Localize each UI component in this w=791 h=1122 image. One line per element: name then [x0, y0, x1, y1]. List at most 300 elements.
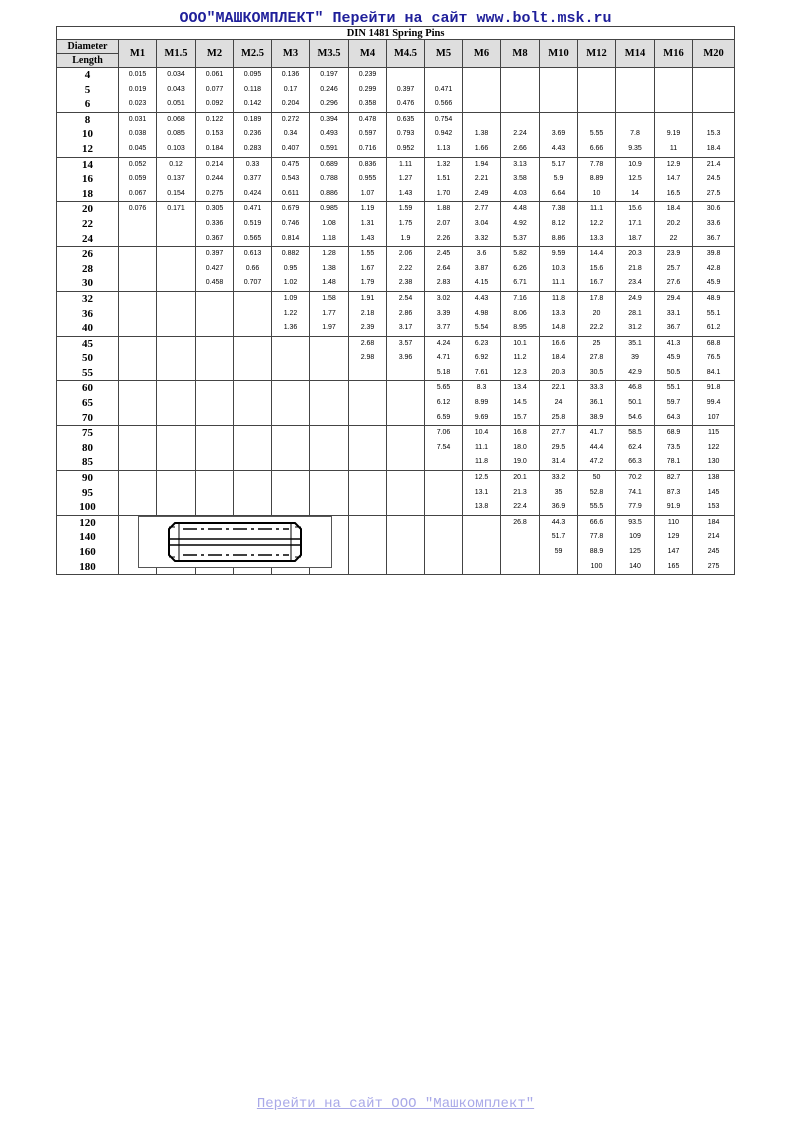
- weight-value: 64.3: [666, 413, 681, 421]
- value-cell: [157, 112, 196, 157]
- weight-value: 2.22: [398, 264, 413, 272]
- value-cell: [501, 157, 540, 202]
- weight-value: 1.51: [436, 175, 451, 183]
- weight-value: 0.244: [205, 175, 224, 183]
- column-header-m3: M3: [272, 40, 310, 68]
- weight-value: [119, 321, 156, 336]
- weight-value: 0.407: [281, 144, 300, 152]
- weight-value: 9.69: [474, 413, 489, 421]
- weight-value: 55.1: [666, 384, 681, 392]
- weight-value: 214: [707, 533, 720, 541]
- value-cell: [234, 291, 272, 336]
- weight-value: [157, 247, 195, 262]
- weight-value: [463, 83, 500, 98]
- value-cell: [693, 291, 735, 336]
- weight-value: 0.814: [281, 234, 300, 242]
- weight-value: 33.3: [589, 384, 604, 392]
- weight-value: [196, 441, 233, 456]
- weight-value: 0.952: [396, 144, 415, 152]
- value-cell: [234, 68, 272, 113]
- weight-value: 9.59: [551, 250, 566, 258]
- spring-pin-icon: [139, 517, 331, 567]
- table-row: [57, 471, 735, 516]
- weight-value: 74.1: [628, 488, 642, 496]
- weight-value: 0.394: [320, 115, 338, 123]
- weight-value: 2.77: [474, 205, 489, 213]
- weight-value: [349, 471, 386, 486]
- weight-value: [501, 68, 539, 83]
- value-cell: [425, 426, 463, 471]
- weight-value: 0.236: [243, 130, 262, 138]
- weight-value: [387, 68, 424, 83]
- weight-value: 1.79: [360, 279, 375, 287]
- weight-value: [501, 560, 539, 575]
- weight-value: 5.17: [551, 160, 566, 168]
- weight-value: 24.9: [628, 294, 642, 302]
- weight-value: [157, 262, 195, 277]
- value-cell: [655, 247, 693, 292]
- weight-value: 0.015: [128, 71, 147, 78]
- weight-value: 125: [629, 548, 641, 555]
- length-value: 160: [79, 546, 96, 558]
- column-header-m4-5: M4.5: [387, 40, 425, 68]
- weight-value: [119, 247, 156, 262]
- weight-value: 22.1: [551, 384, 566, 392]
- value-cell: [540, 426, 578, 471]
- value-cell: [693, 202, 735, 247]
- weight-value: 0.793: [396, 130, 415, 138]
- value-cell: [119, 426, 157, 471]
- length-value: 120: [79, 516, 96, 529]
- value-cell: [234, 426, 272, 471]
- weight-value: 1.07: [360, 189, 375, 197]
- value-cell: [310, 157, 349, 202]
- weight-value: [157, 337, 195, 352]
- weight-value: 6.92: [474, 354, 489, 362]
- value-cell: [616, 336, 655, 381]
- weight-value: 26.8: [513, 518, 527, 526]
- weight-value: 0.275: [205, 189, 224, 197]
- weight-value: 12.9: [666, 160, 681, 168]
- weight-value: 1.94: [474, 160, 489, 168]
- weight-value: 0.886: [320, 189, 338, 197]
- value-cell: [655, 515, 693, 574]
- weight-value: 7.54: [436, 443, 451, 451]
- weight-value: 5.55: [589, 130, 604, 138]
- weight-value: 0.019: [128, 85, 147, 93]
- weight-value: 3.32: [474, 234, 489, 242]
- value-cell: [157, 381, 196, 426]
- weight-value: [196, 455, 233, 470]
- weight-value: [349, 486, 386, 501]
- weight-value: 84.1: [706, 368, 721, 376]
- weight-value: [272, 366, 309, 381]
- site-link-header[interactable]: ООО"МАШКОМПЛЕКТ" Перейти на сайт www.bolt.msk.ru: [179, 10, 612, 27]
- value-cell: [463, 381, 501, 426]
- weight-value: [425, 471, 462, 486]
- weight-value: 0.239: [358, 71, 377, 78]
- weight-value: 0.33: [245, 160, 260, 168]
- weight-value: [310, 351, 348, 366]
- weight-value: [157, 396, 195, 411]
- length-value: 22: [82, 217, 93, 230]
- length-value: 20: [82, 203, 93, 216]
- weight-value: 8.89: [589, 175, 604, 183]
- weight-value: [616, 113, 654, 128]
- weight-value: 52.8: [589, 488, 604, 496]
- value-cell: [425, 112, 463, 157]
- weight-value: [157, 441, 195, 456]
- value-cell: [578, 112, 616, 157]
- weight-value: 10.3: [551, 264, 566, 272]
- weight-value: 4.92: [513, 219, 527, 227]
- weight-value: [196, 471, 233, 486]
- length-value: 24: [82, 232, 93, 245]
- weight-value: 13.3: [551, 309, 566, 317]
- weight-value: [272, 396, 309, 411]
- value-cell: [693, 426, 735, 471]
- weight-value: 1.67: [360, 264, 375, 272]
- weight-value: [119, 337, 156, 352]
- value-cell: [616, 202, 655, 247]
- weight-value: [310, 411, 348, 426]
- value-cell: [310, 112, 349, 157]
- weight-value: 38.9: [589, 413, 604, 421]
- value-cell: [272, 68, 310, 113]
- weight-value: 7.78: [589, 160, 604, 168]
- table-row: [57, 247, 735, 292]
- weight-value: [463, 516, 500, 531]
- weight-value: 91.9: [666, 503, 681, 511]
- value-cell: [693, 336, 735, 381]
- weight-value: 41.3: [666, 339, 681, 347]
- weight-value: 109: [629, 533, 641, 541]
- weight-value: 30.6: [706, 205, 721, 213]
- weight-value: 0.038: [128, 130, 147, 138]
- weight-value: [349, 516, 386, 531]
- weight-value: 0.475: [281, 160, 300, 168]
- weight-value: 165: [667, 562, 680, 570]
- weight-value: 30.5: [589, 368, 604, 376]
- weight-value: [157, 321, 195, 336]
- value-cell: [387, 202, 425, 247]
- column-header-m16: M16: [655, 40, 693, 68]
- value-cell: [616, 112, 655, 157]
- value-cell: [119, 202, 157, 247]
- weight-value: 3.96: [398, 354, 413, 362]
- weight-value: 45.9: [666, 354, 681, 362]
- weight-value: 73.5: [666, 443, 681, 451]
- weight-value: 1.70: [436, 189, 451, 197]
- weight-value: [655, 68, 692, 83]
- weight-value: 0.955: [358, 175, 377, 183]
- weight-value: 1.48: [322, 279, 336, 287]
- value-cell: [655, 426, 693, 471]
- weight-value: 2.45: [436, 250, 451, 258]
- weight-value: 2.18: [360, 309, 375, 317]
- weight-value: 0.034: [167, 71, 185, 78]
- value-cell: [540, 381, 578, 426]
- length-value: 75: [82, 427, 93, 440]
- weight-value: [655, 97, 692, 112]
- weight-value: 1.18: [322, 234, 336, 242]
- weight-value: 25.7: [666, 264, 681, 272]
- weight-value: [157, 455, 195, 470]
- weight-value: [272, 500, 309, 515]
- value-cell: [310, 202, 349, 247]
- weight-value: 2.06: [398, 250, 413, 258]
- value-cell: [119, 381, 157, 426]
- site-link-footer[interactable]: Перейти на сайт ООО "Машкомплект": [256, 1096, 535, 1112]
- value-cell: [272, 247, 310, 292]
- column-header-m1: M1: [119, 40, 157, 68]
- weight-value: 7.16: [513, 294, 527, 302]
- weight-value: [540, 560, 577, 575]
- weight-value: 0.34: [283, 130, 298, 138]
- value-cell: [196, 291, 234, 336]
- weight-value: [119, 455, 156, 470]
- weight-value: [349, 560, 386, 575]
- weight-value: [310, 381, 348, 396]
- weight-value: 0.031: [128, 115, 147, 123]
- weight-value: 12.5: [474, 474, 489, 482]
- weight-value: [387, 560, 424, 575]
- weight-value: [616, 68, 654, 83]
- weight-value: [540, 97, 577, 112]
- weight-value: [272, 337, 309, 352]
- weight-value: 4.15: [474, 279, 489, 287]
- weight-value: 14: [631, 189, 639, 197]
- weight-value: 0.272: [281, 115, 300, 123]
- length-cell: [57, 68, 119, 113]
- weight-value: 0.077: [205, 85, 224, 93]
- weight-value: 55.1: [706, 309, 721, 317]
- weight-value: 33.2: [551, 474, 566, 482]
- weight-value: [540, 113, 577, 128]
- weight-value: 20.3: [551, 368, 566, 376]
- column-header-m20: M20: [693, 40, 735, 68]
- length-value: 60: [82, 382, 93, 395]
- value-cell: [387, 68, 425, 113]
- value-cell: [272, 336, 310, 381]
- length-cell: [57, 515, 119, 574]
- weight-value: 7.06: [436, 429, 451, 437]
- weight-value: 5.9: [553, 175, 564, 183]
- weight-value: [655, 83, 692, 98]
- weight-value: 78.1: [666, 458, 681, 466]
- weight-value: 61.2: [706, 324, 721, 332]
- weight-value: 1.58: [322, 294, 336, 302]
- weight-value: 0.142: [243, 100, 262, 108]
- weight-value: 1.31: [360, 219, 375, 227]
- value-cell: [463, 68, 501, 113]
- weight-value: 22.2: [589, 324, 604, 332]
- weight-value: 14.7: [666, 175, 681, 183]
- weight-value: 50: [592, 474, 601, 482]
- weight-value: 77.9: [628, 503, 642, 511]
- weight-value: [119, 396, 156, 411]
- weight-value: 27.7: [551, 429, 566, 437]
- weight-value: [272, 471, 309, 486]
- weight-value: 0.299: [358, 85, 377, 93]
- weight-value: 20.1: [513, 474, 527, 482]
- weight-value: 4.03: [513, 189, 527, 197]
- value-cell: [272, 112, 310, 157]
- value-cell: [234, 471, 272, 516]
- column-header-m10: M10: [540, 40, 578, 68]
- weight-value: 11.1: [551, 279, 566, 287]
- weight-value: [349, 455, 386, 470]
- length-value: 12: [82, 142, 93, 155]
- value-cell: [578, 515, 616, 574]
- weight-value: 31.4: [551, 458, 566, 466]
- weight-value: 3.77: [436, 324, 451, 332]
- weight-value: [196, 366, 233, 381]
- weight-value: [157, 292, 195, 307]
- weight-value: [157, 307, 195, 322]
- weight-value: [578, 83, 615, 98]
- weight-value: 100: [590, 562, 603, 570]
- value-cell: [349, 381, 387, 426]
- value-cell: [310, 68, 349, 113]
- weight-value: 41.7: [589, 429, 604, 437]
- weight-value: 245: [707, 548, 720, 555]
- weight-value: 42.9: [628, 368, 642, 376]
- weight-value: 0.023: [128, 100, 147, 108]
- value-cell: [463, 471, 501, 516]
- weight-value: 21.8: [628, 264, 642, 272]
- weight-value: 0.519: [243, 219, 262, 227]
- length-value: 6: [84, 98, 91, 111]
- weight-value: 59.7: [666, 399, 681, 407]
- weight-value: [463, 68, 500, 83]
- weight-value: [272, 381, 309, 396]
- length-value: 65: [82, 397, 93, 410]
- weight-value: 62.4: [628, 443, 642, 451]
- length-cell: [57, 157, 119, 202]
- weight-value: 35: [554, 488, 563, 496]
- value-cell: [196, 381, 234, 426]
- weight-value: 6.59: [436, 413, 451, 421]
- value-cell: [196, 68, 234, 113]
- value-cell: [616, 381, 655, 426]
- weight-value: 138: [707, 474, 720, 482]
- weight-value: [310, 441, 348, 456]
- value-cell: [349, 247, 387, 292]
- value-cell: [310, 291, 349, 336]
- weight-value: 76.5: [706, 354, 721, 362]
- value-cell: [234, 381, 272, 426]
- weight-value: [234, 321, 271, 336]
- weight-value: [425, 560, 462, 575]
- weight-value: [157, 381, 195, 396]
- weight-value: 1.36: [283, 324, 298, 332]
- value-cell: [234, 202, 272, 247]
- value-cell: [119, 112, 157, 157]
- weight-value: [578, 68, 615, 83]
- weight-value: 2.66: [513, 144, 527, 152]
- value-cell: [387, 247, 425, 292]
- weight-value: 2.21: [474, 175, 489, 183]
- value-cell: [693, 515, 735, 574]
- weight-value: 18.7: [628, 234, 642, 242]
- weight-value: 1.75: [398, 219, 413, 227]
- weight-value: 23.9: [666, 250, 681, 258]
- weight-value: 46.8: [628, 384, 642, 392]
- weight-value: 6.64: [551, 189, 566, 197]
- weight-value: 3.02: [436, 294, 451, 302]
- weight-value: [272, 351, 309, 366]
- length-value: 100: [79, 501, 96, 514]
- weight-value: 0.092: [205, 100, 224, 108]
- weight-value: 0.367: [205, 234, 224, 242]
- weight-value: 50.5: [666, 368, 681, 376]
- weight-value: 20.2: [666, 219, 681, 227]
- value-cell: [578, 291, 616, 336]
- weight-value: 7.8: [630, 130, 640, 138]
- value-cell: [234, 157, 272, 202]
- weight-value: 11: [669, 144, 678, 152]
- weight-value: 0.424: [243, 189, 262, 197]
- weight-value: 59: [554, 548, 563, 555]
- value-cell: [463, 202, 501, 247]
- weight-value: 21.3: [513, 488, 527, 496]
- weight-value: 1.43: [398, 189, 413, 197]
- weight-value: 0.476: [396, 100, 415, 108]
- weight-value: 1.38: [474, 130, 489, 138]
- length-value: 8: [84, 113, 91, 126]
- weight-value: 13.8: [474, 503, 489, 511]
- weight-value: 1.02: [283, 279, 298, 287]
- value-cell: [425, 381, 463, 426]
- weight-value: 0.679: [281, 205, 300, 213]
- value-cell: [425, 291, 463, 336]
- weight-value: 5.65: [436, 384, 451, 392]
- weight-value: 0.591: [320, 144, 338, 152]
- weight-value: 27.5: [706, 189, 721, 197]
- weight-value: 17.1: [628, 219, 642, 227]
- weight-value: 36.7: [706, 234, 721, 242]
- weight-value: 0.189: [243, 115, 262, 123]
- weight-value: [349, 426, 386, 441]
- weight-value: 0.296: [320, 100, 338, 108]
- weight-value: 14.5: [513, 399, 527, 407]
- value-cell: [616, 68, 655, 113]
- weight-value: [196, 500, 233, 515]
- weight-value: 11.2: [513, 354, 527, 362]
- weight-value: [234, 396, 271, 411]
- weight-value: 87.3: [666, 488, 681, 496]
- weight-value: [463, 97, 500, 112]
- weight-value: 33.6: [706, 219, 721, 227]
- weight-value: 4.98: [474, 309, 489, 317]
- weight-value: [157, 351, 195, 366]
- weight-value: [272, 455, 309, 470]
- length-value: 180: [79, 560, 96, 573]
- weight-value: 0.985: [320, 205, 338, 213]
- weight-value: 2.07: [436, 219, 451, 227]
- weight-value: [196, 486, 233, 501]
- weight-value: 24: [554, 399, 563, 407]
- value-cell: [578, 247, 616, 292]
- length-value: 18: [82, 187, 93, 200]
- value-cell: [501, 202, 540, 247]
- weight-value: [119, 486, 156, 501]
- value-cell: [157, 471, 196, 516]
- value-cell: [196, 336, 234, 381]
- value-cell: [693, 112, 735, 157]
- weight-value: 3.04: [474, 219, 489, 227]
